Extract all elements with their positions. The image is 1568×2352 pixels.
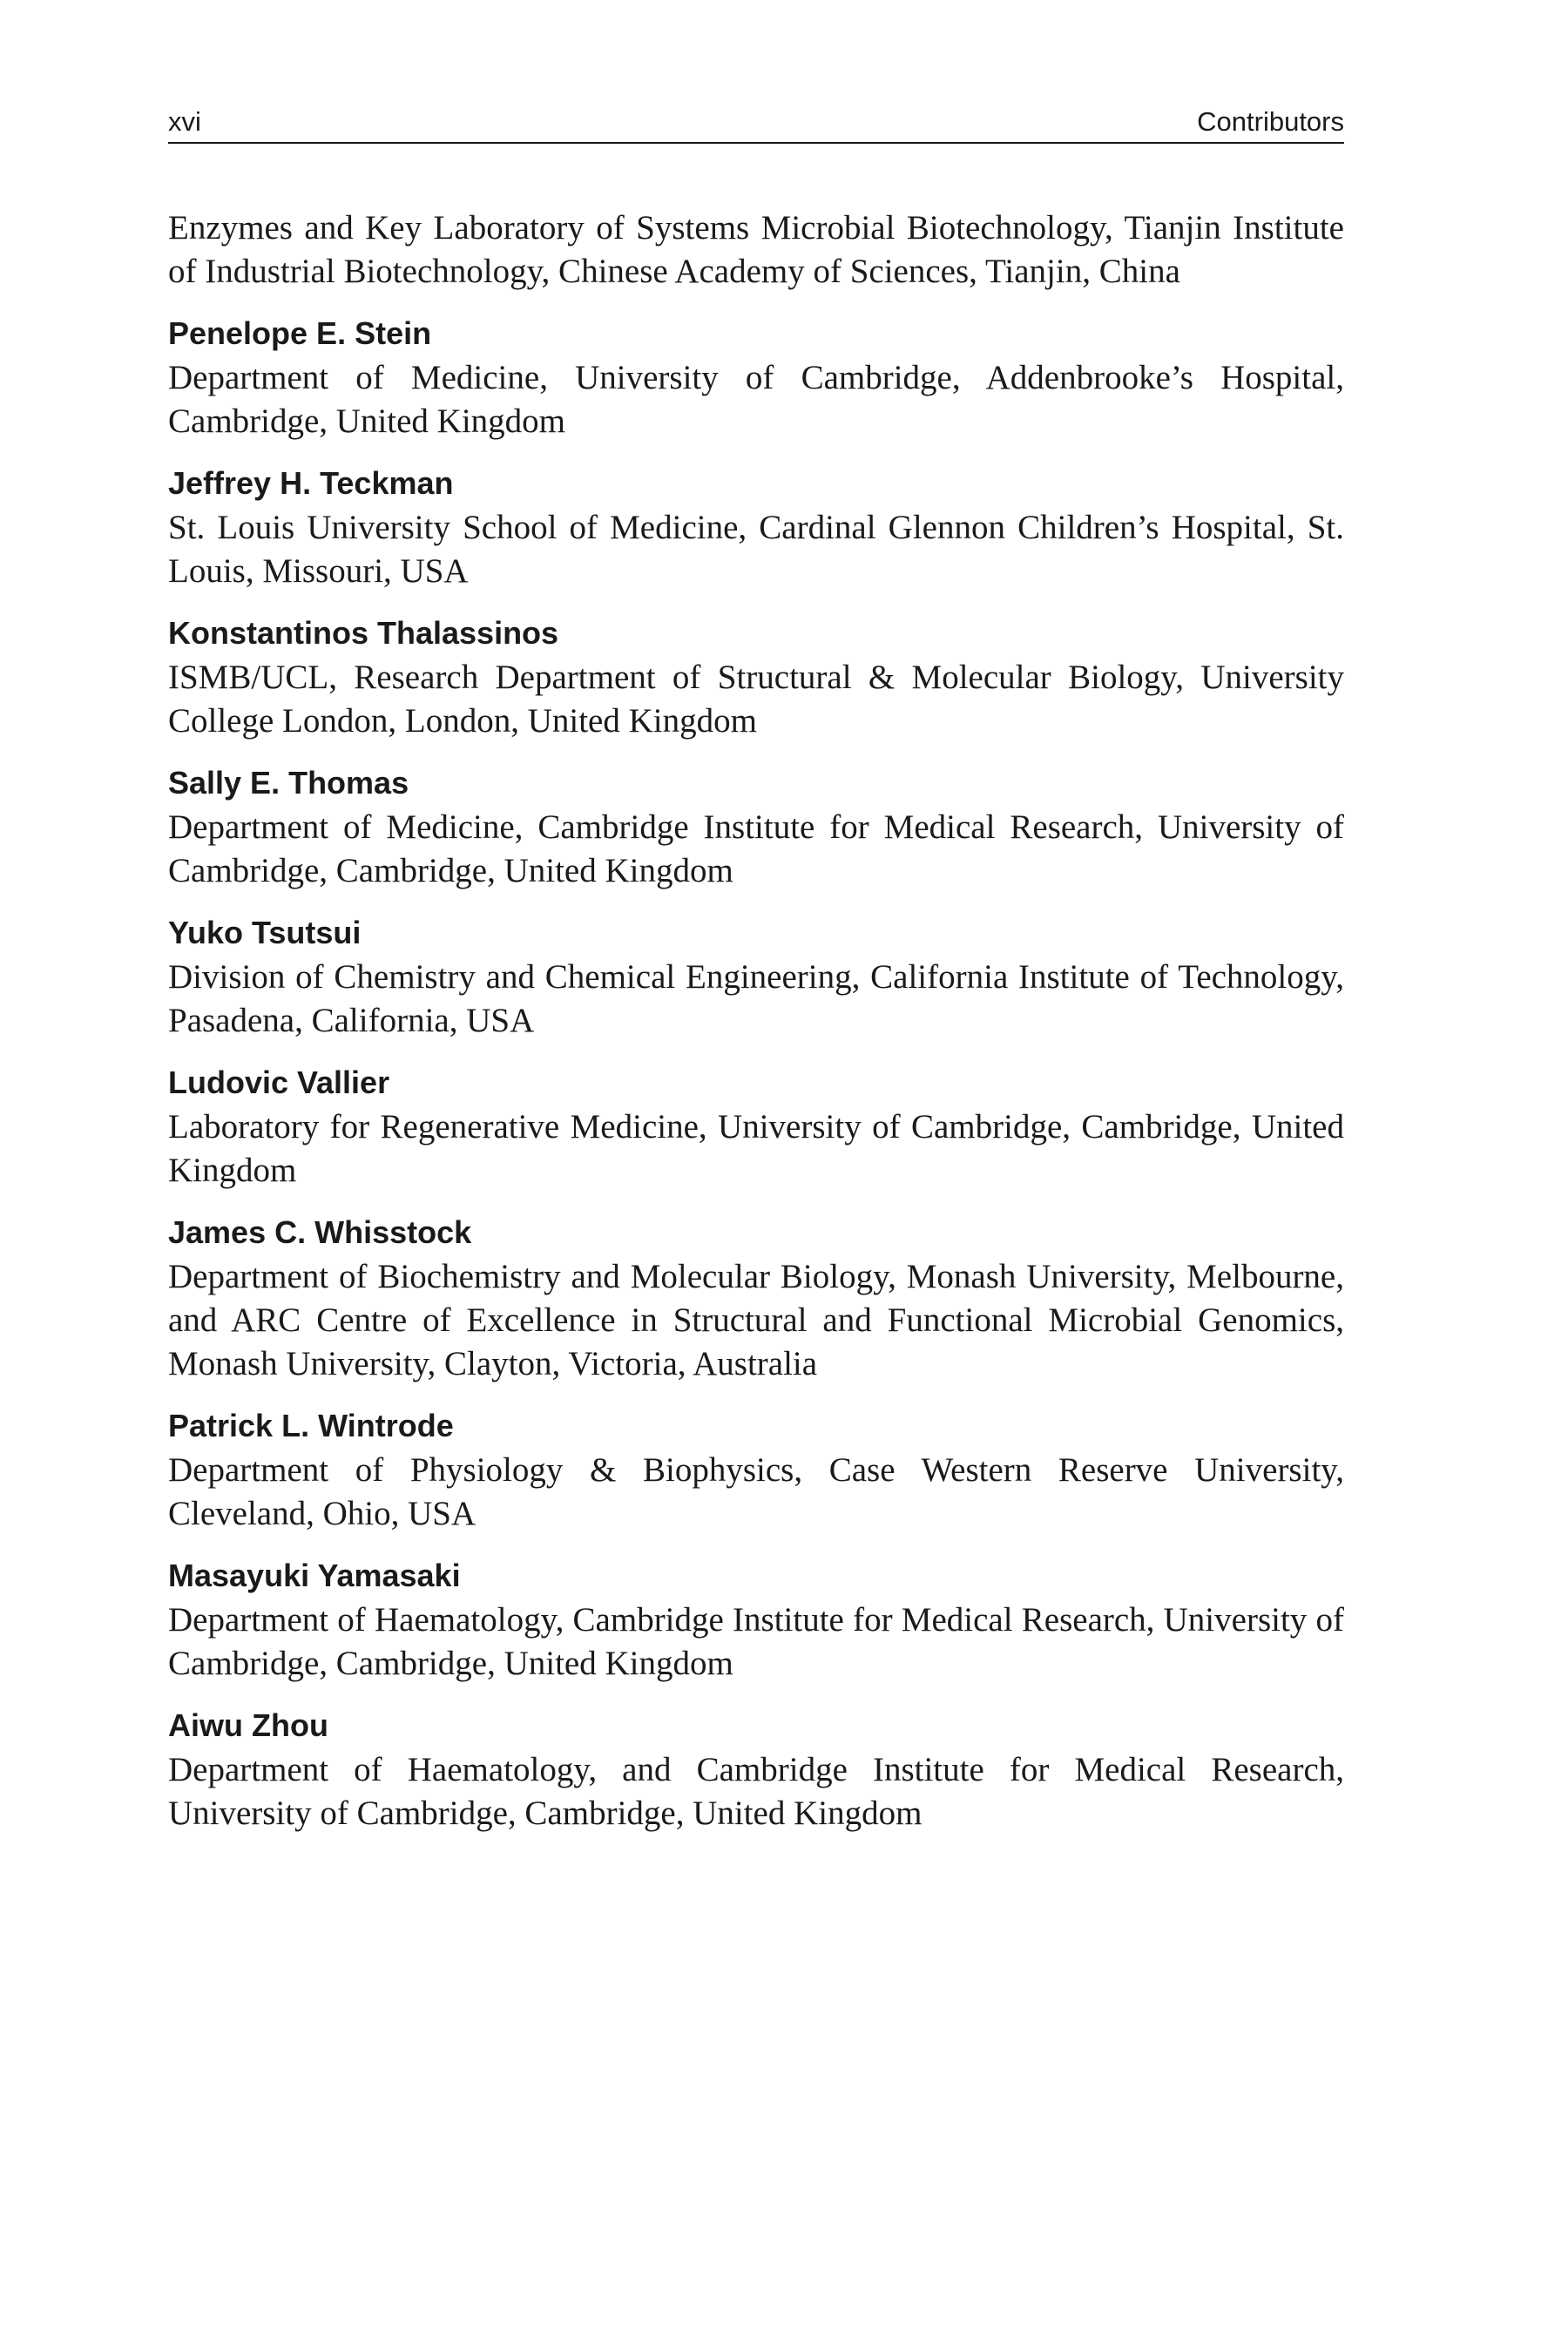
running-header (168, 108, 1344, 144)
contributor-affiliation: Division of Chemistry and Chemical Engineering, California Institute of Technology, Pasadena, California, USA (168, 958, 1344, 1039)
contributor-entry (168, 1213, 1344, 1386)
contributor-entry (168, 614, 1344, 743)
contributor-affiliation: Laboratory for Regenerative Medicine, University of Cambridge, Cambridge, United Kingdom (168, 1108, 1344, 1189)
contributor-name: James C. Whisstock (168, 1214, 472, 1250)
contributor-name: Sally E. Thomas (168, 765, 409, 801)
contributor-name: Ludovic Vallier (168, 1064, 390, 1100)
contributor-affiliation: Department of Haematology, and Cambridge Institute for Medical Research, University of Cambridge, Cambridge, United Kingdom (168, 1751, 1344, 1832)
contributor-affiliation: Department of Haematology, Cambridge Institute for Medical Research, University of Cambridge, Cambridge, United Kingdom (168, 1601, 1344, 1682)
contributor-affiliation: Department of Medicine, Cambridge Institute for Medical Research, University of Cambridge, Cambridge, United Kingdom (168, 808, 1344, 889)
section-title: Contributors (1197, 106, 1344, 137)
contributor-entry (168, 914, 1344, 1043)
contributor-name: Patrick L. Wintrode (168, 1408, 454, 1443)
contributor-entry (168, 1064, 1344, 1193)
contributor-list (168, 206, 1344, 1835)
contributor-entry (168, 1557, 1344, 1686)
contributor-name: Masayuki Yamasaki (168, 1558, 461, 1593)
contributor-name: Jeffrey H. Teckman (168, 465, 454, 501)
contributor-name: Aiwu Zhou (168, 1707, 328, 1743)
contributor-affiliation: Department of Biochemistry and Molecular Biology, Monash University, Melbourne, and ARC Centre of Excellence in Structural and Functional Microbial Genomics, Monash University, Clayton, Victoria, Australia (168, 1258, 1344, 1382)
contributor-entry (168, 464, 1344, 593)
book-page (168, 108, 1344, 1835)
contributor-affiliation: Department of Physiology & Biophysics, Case Western Reserve University, Cleveland, Ohio, USA (168, 1451, 1344, 1532)
contributor-entry (168, 1707, 1344, 1835)
contributor-entry (168, 1407, 1344, 1536)
contributor-name: Penelope E. Stein (168, 315, 432, 351)
contributor-name: Konstantinos Thalassinos (168, 615, 559, 651)
contributor-affiliation: St. Louis University School of Medicine, Cardinal Glennon Children’s Hospital, St. Louis, Missouri, USA (168, 509, 1344, 590)
contributor-entry (168, 764, 1344, 893)
contributor-affiliation: ISMB/UCL, Research Department of Structural & Molecular Biology, University College London, London, United Kingdom (168, 659, 1344, 740)
contributor-name: Yuko Tsutsui (168, 915, 362, 950)
continued-affiliation: Enzymes and Key Laboratory of Systems Microbial Biotechnology, Tianjin Institute of Industrial Biotechnology, Chinese Academy of Sciences, Tianjin, China (168, 209, 1344, 290)
page-number: xvi (168, 106, 201, 137)
contributor-entry (168, 314, 1344, 443)
contributor-affiliation: Department of Medicine, University of Cambridge, Addenbrooke’s Hospital, Cambridge, United Kingdom (168, 359, 1344, 440)
